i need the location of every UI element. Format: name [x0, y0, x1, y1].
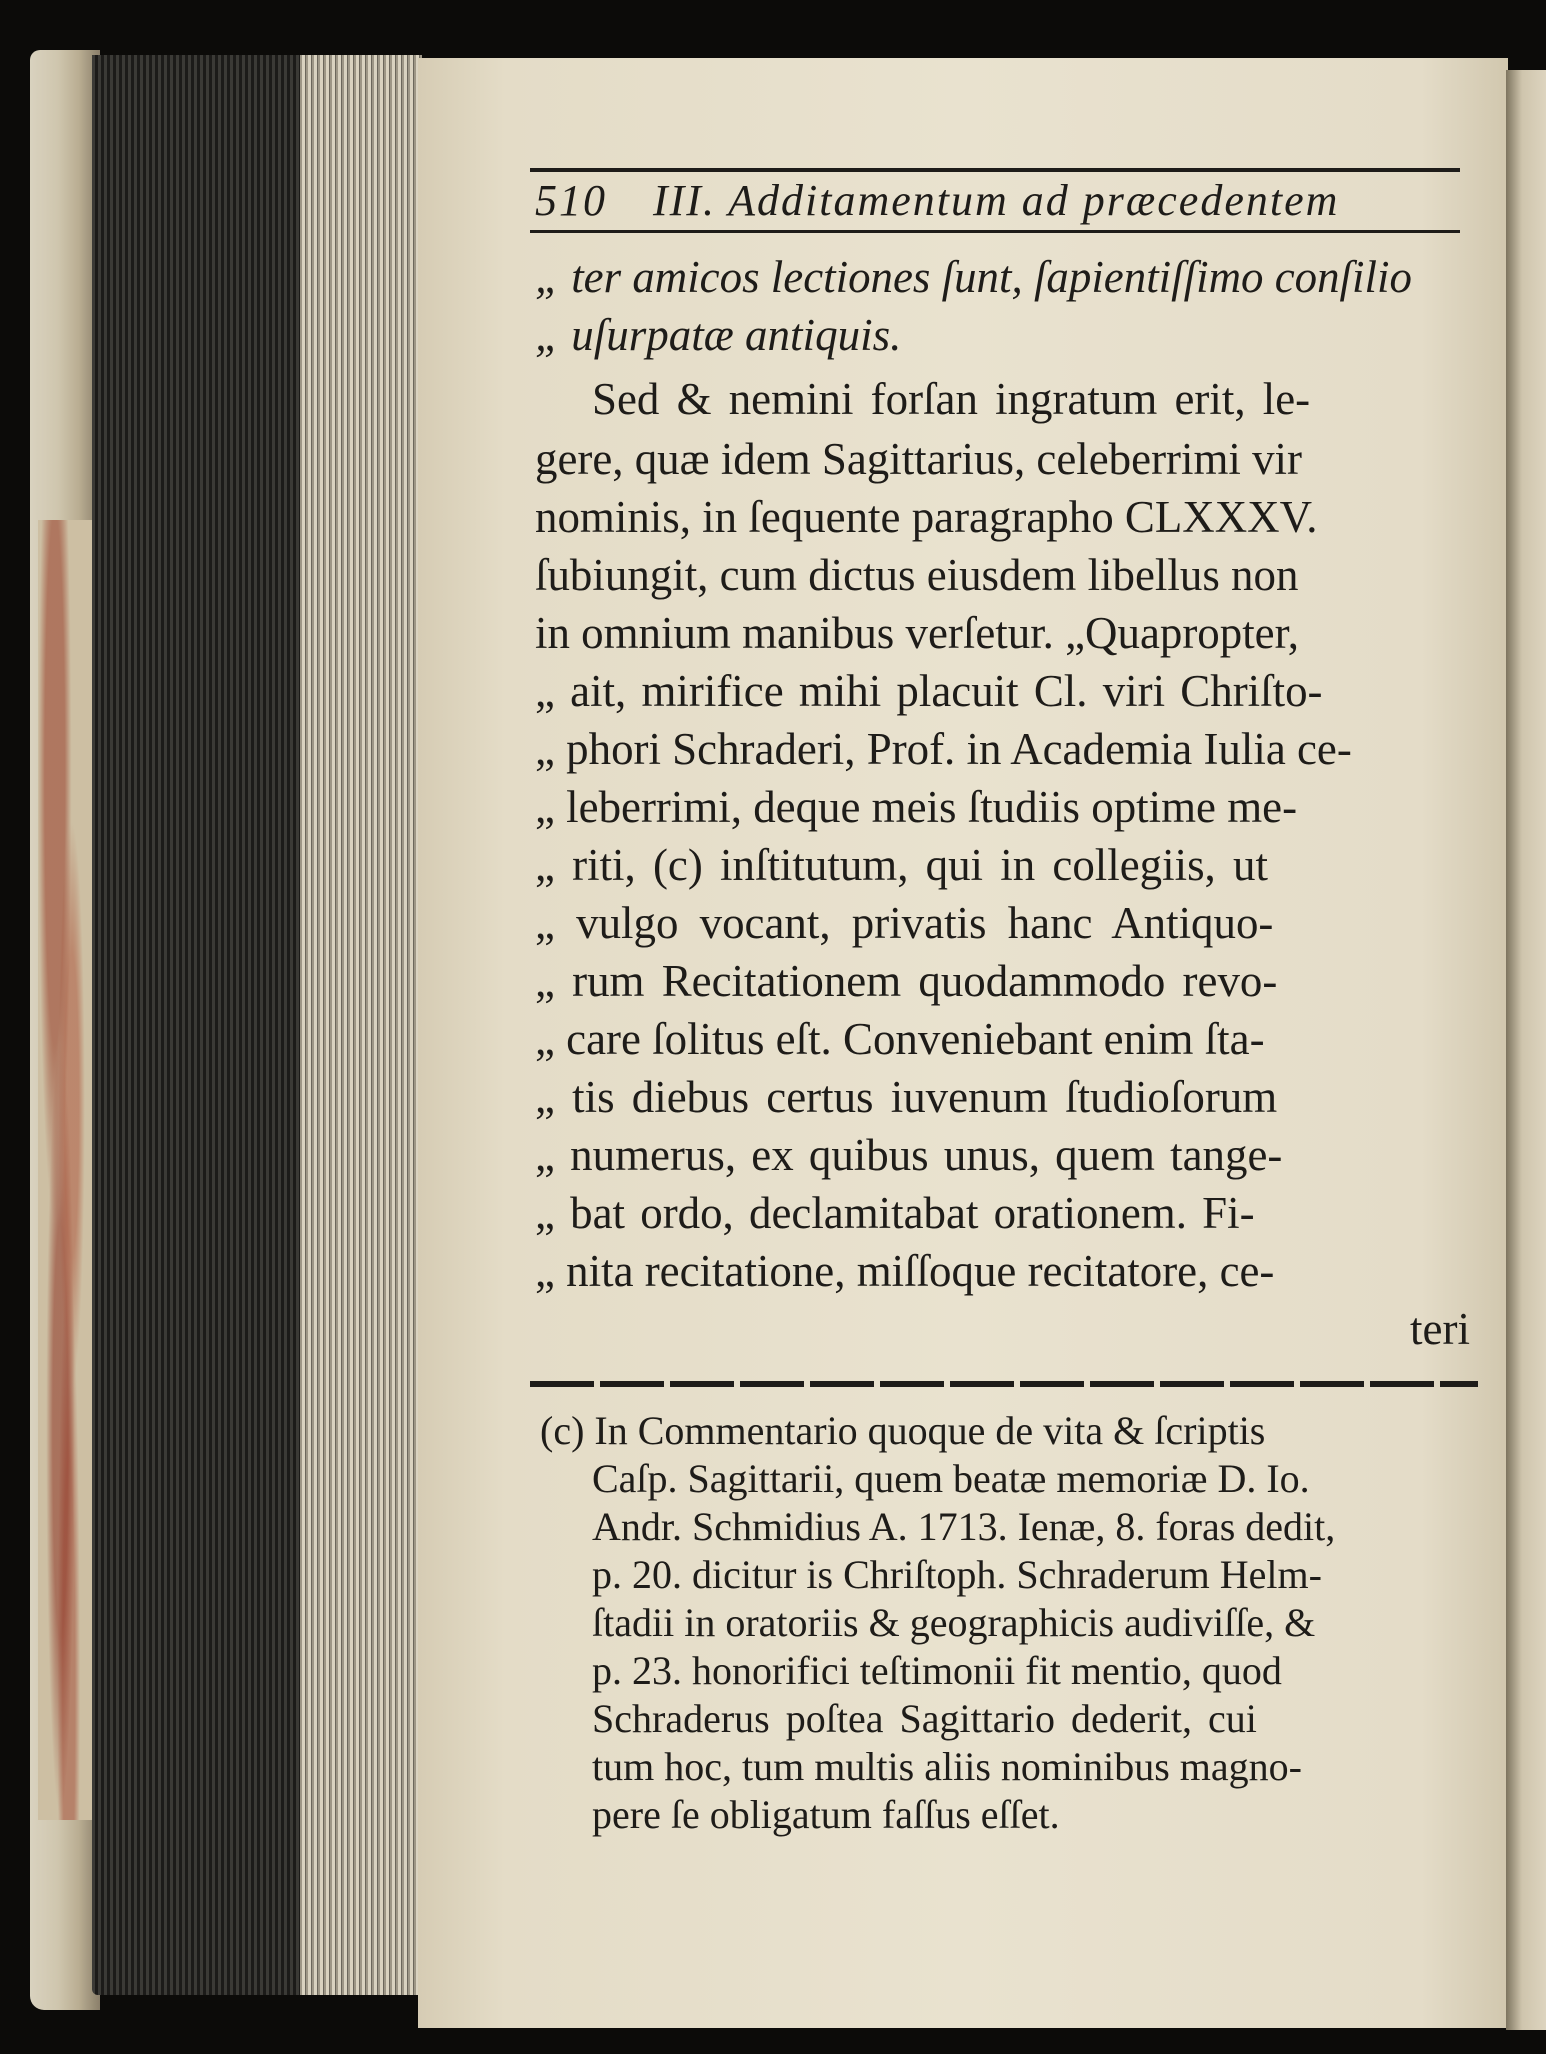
body-line: „ tis diebus certus iuvenum ſtudioſorum — [535, 1072, 1278, 1122]
footnote-line: ſtadii in oratoriis & geographicis audiviſſe, & — [592, 1600, 1316, 1645]
body-line: „ ait, mirifice mihi placuit Cl. viri Chriſto- — [535, 666, 1323, 716]
body-line: in omnium manibus verſetur. „Quapropter, — [535, 608, 1300, 658]
page-number: 510 — [535, 176, 607, 225]
footnote-line: pere ſe obligatum faſſus eſſet. — [592, 1792, 1060, 1837]
body-line: ſubiungit, cum dictus eiusdem libellus non — [535, 550, 1299, 600]
footnote-line: Andr. Schmidius A. 1713. Ienæ, 8. foras dedit, — [592, 1504, 1336, 1549]
running-title: III. Additamentum ad præcedentem — [653, 176, 1340, 225]
body-line: „ bat ordo, declamitabat orationem. Fi- — [535, 1188, 1255, 1238]
footnote-rule — [530, 1381, 1478, 1387]
marbled-endpaper — [38, 520, 94, 1820]
body-line: „ rum Recitationem quodammodo revo- — [535, 956, 1278, 1006]
facing-page-edge — [1506, 70, 1546, 2030]
footnote-line: p. 20. dicitur is Chriſtoph. Schraderum Helm- — [592, 1552, 1322, 1597]
body-line: „ care ſolitus eſt. Conveniebant enim ſta- — [535, 1014, 1265, 1064]
footnote-line: Caſp. Sagittarii, quem beatæ memoriæ D. Io. — [592, 1456, 1310, 1501]
body-line: „ ter amicos lectiones ſunt, ſapientiſſimo conſilio — [535, 252, 1412, 302]
catchword: teri — [1410, 1304, 1470, 1354]
footnote-line: Schraderus poſtea Sagittario dederit, cui — [592, 1696, 1257, 1741]
body-line: „ nita recitatione, miſſoque recitatore, ce- — [535, 1246, 1275, 1296]
page-block-edge-light — [300, 55, 422, 1995]
footnote-line: (c) In Commentario quoque de vita & ſcriptis — [540, 1408, 1266, 1453]
running-header — [535, 170, 1465, 226]
body-line: Sed & nemini forſan ingratum erit, le- — [592, 374, 1311, 424]
header-rule — [530, 230, 1460, 233]
footnote-line: tum hoc, tum multis aliis nominibus magno- — [592, 1744, 1302, 1789]
body-line: „ numerus, ex quibus unus, quem tange- — [535, 1130, 1283, 1180]
body-line: „ phori Schraderi, Prof. in Academia Iulia ce- — [535, 724, 1352, 774]
body-line: gere, quæ idem Sagittarius, celeberrimi vir — [535, 434, 1302, 484]
body-line: „ riti, (c) inſtitutum, qui in collegiis, ut — [535, 840, 1268, 890]
body-line: „ vulgo vocant, privatis hanc Antiquo- — [535, 898, 1274, 948]
footnote-line: p. 23. honorifici teſtimonii fit mentio, quod — [592, 1648, 1282, 1693]
body-line: „ uſurpatæ antiquis. — [535, 310, 902, 360]
body-line: nominis, in ſequente paragrapho CLXXXV. — [535, 492, 1318, 542]
body-line: „ leberrimi, deque meis ſtudiis optime me- — [535, 782, 1298, 832]
